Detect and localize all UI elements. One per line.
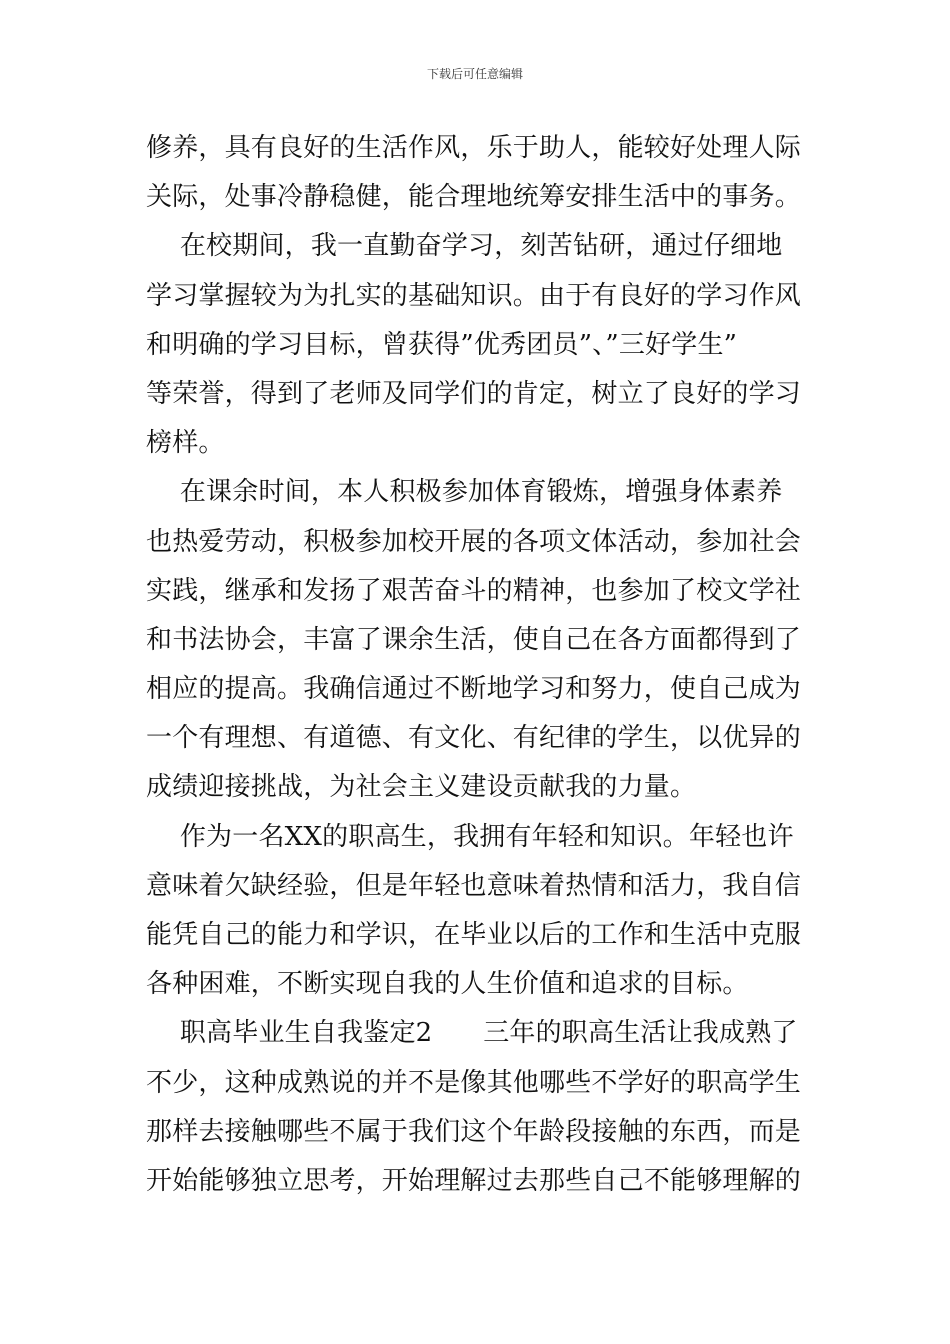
text-line: 一个有理想、有道德、有文化、有纪律的学生，以优异的 xyxy=(146,723,802,754)
text-line: 在课余时间，本人积极参加体育锻炼，增强身体素养 xyxy=(146,477,783,508)
text-line: 在校期间，我一直勤奋学习，刻苦钻研，通过仔细地 xyxy=(146,231,783,262)
body-text xyxy=(146,124,806,1206)
text-line: 实践，继承和发扬了艰苦奋斗的精神，也参加了校文学社 xyxy=(146,575,802,606)
text-line: 学习掌握较为为扎实的基础知识。由于有良好的学习作风 xyxy=(146,280,802,311)
text-line: 修养，具有良好的生活作风，乐于助人，能较好处理人际 xyxy=(146,133,802,163)
text-line: 各种困难，不断实现自我的人生价值和追求的目标。 xyxy=(146,969,749,1000)
page-header: 下载后可任意编辑 xyxy=(426,67,523,81)
text-line: 不少，这种成熟说的并不是像其他哪些不学好的职高学生 xyxy=(146,1067,802,1098)
text-line: 那样去接触哪些不属于我们这个年龄段接触的东西，而是 xyxy=(146,1116,802,1147)
text-line: 成绩迎接挑战，为社会主义建设贡献我的力量。 xyxy=(146,772,697,803)
text-line: 和明确的学习目标，曾获得”优秀团员”、”三好学生” xyxy=(146,329,738,360)
text-line: 职高毕业生自我鉴定2 三年的职高生活让我成熟了 xyxy=(146,1018,798,1049)
text-line: 榜样。 xyxy=(146,428,225,459)
text-line: 能凭自己的能力和学识，在毕业以后的工作和生活中克服 xyxy=(146,920,802,950)
text-line: 关际，处事冷静稳健，能合理地统筹安排生活中的事务。 xyxy=(146,182,802,213)
text-line: 意味着欠缺经验，但是年轻也意味着热情和活力，我自信 xyxy=(146,870,802,901)
text-line: 也热爱劳动，积极参加校开展的各项文体活动，参加社会 xyxy=(146,526,802,557)
text-line: 相应的提高。我确信通过不断地学习和努力，使自己成为 xyxy=(146,674,802,705)
text-line: 和书法协会，丰富了课余生活，使自己在各方面都得到了 xyxy=(146,624,802,655)
text-line: 等荣誉，得到了老师及同学们的肯定，树立了良好的学习 xyxy=(146,378,802,409)
text-line: 开始能够独立思考，开始理解过去那些自己不能够理解的 xyxy=(146,1165,802,1196)
text-line: 作为一名XX的职高生，我拥有年轻和知识。年轻也许 xyxy=(146,821,794,852)
